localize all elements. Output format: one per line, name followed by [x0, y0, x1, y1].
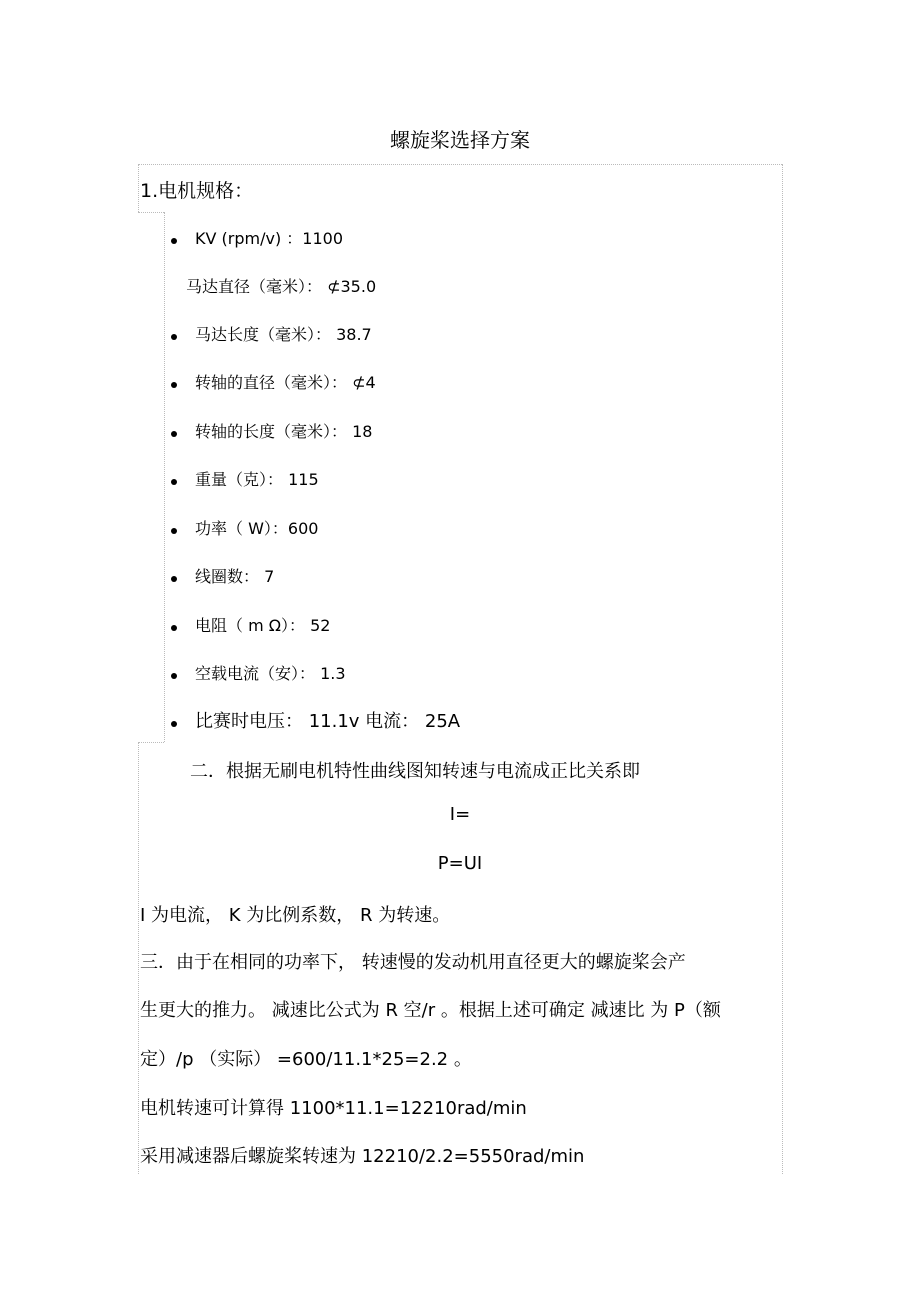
spec-motor-diameter: 马达直径（毫米）： ⊄35.0 — [186, 277, 377, 296]
bullet-icon — [171, 576, 177, 582]
spec-resistance: 电阻（ m Ω）： 52 — [195, 616, 331, 635]
spec-shaft-diameter: 转轴的直径（毫米）： ⊄4 — [195, 373, 376, 392]
variable-legend: I 为电流， K 为比例系数， R 为转速。 — [140, 905, 451, 926]
guide-right — [782, 164, 783, 1174]
guide-top — [138, 164, 782, 165]
bullet-icon — [171, 334, 177, 340]
guide-left-list — [164, 212, 165, 742]
section3-line2: 生更大的推力。 减速比公式为 R 空/r 。根据上述可确定 减速比 为 P（额 — [140, 1000, 721, 1021]
spec-shaft-length: 转轴的长度（毫米）： 18 — [195, 422, 373, 441]
spec-power: 功率（ W）：600 — [195, 519, 319, 538]
section2-heading: 二．根据无刷电机特性曲线图知转速与电流成正比关系即 — [190, 761, 640, 782]
section3-line3: 定）/p （实际） =600/11.1*25=2.2 。 — [140, 1049, 472, 1070]
bullet-icon — [171, 528, 177, 534]
calc-propeller-speed: 采用减速器后螺旋桨转速为 12210/2.2=5550rad/min — [140, 1146, 585, 1167]
guide-list-bottom — [138, 742, 164, 743]
guide-list-top — [138, 212, 164, 213]
formula-current: I= — [449, 804, 471, 825]
spec-motor-length: 马达长度（毫米）： 38.7 — [195, 325, 372, 344]
calc-motor-speed: 电机转速可计算得 1100*11.1=12210rad/min — [140, 1098, 527, 1119]
spec-race-voltage-current: 比赛时电压： 11.1v 电流： 25A — [195, 711, 461, 732]
formula-power: P=UI — [437, 853, 483, 874]
spec-no-load-current: 空载电流（安）： 1.3 — [195, 664, 346, 683]
bullet-icon — [171, 382, 177, 388]
page-title: 螺旋桨选择方案 — [390, 128, 530, 152]
bullet-icon — [171, 721, 177, 727]
bullet-icon — [171, 673, 177, 679]
guide-left-top — [138, 164, 139, 212]
bullet-icon — [171, 431, 177, 437]
bullet-icon — [171, 479, 177, 485]
section1-heading: 1.电机规格： — [140, 180, 254, 202]
bullet-icon — [171, 625, 177, 631]
spec-kv: KV (rpm/v) ：1100 — [195, 229, 343, 248]
spec-coil-turns: 线圈数： 7 — [195, 567, 275, 586]
bullet-icon — [171, 238, 177, 244]
spec-weight: 重量（克）： 115 — [195, 470, 319, 489]
section3-line1: 三．由于在相同的功率下， 转速慢的发动机用直径更大的螺旋桨会产 — [140, 952, 686, 973]
